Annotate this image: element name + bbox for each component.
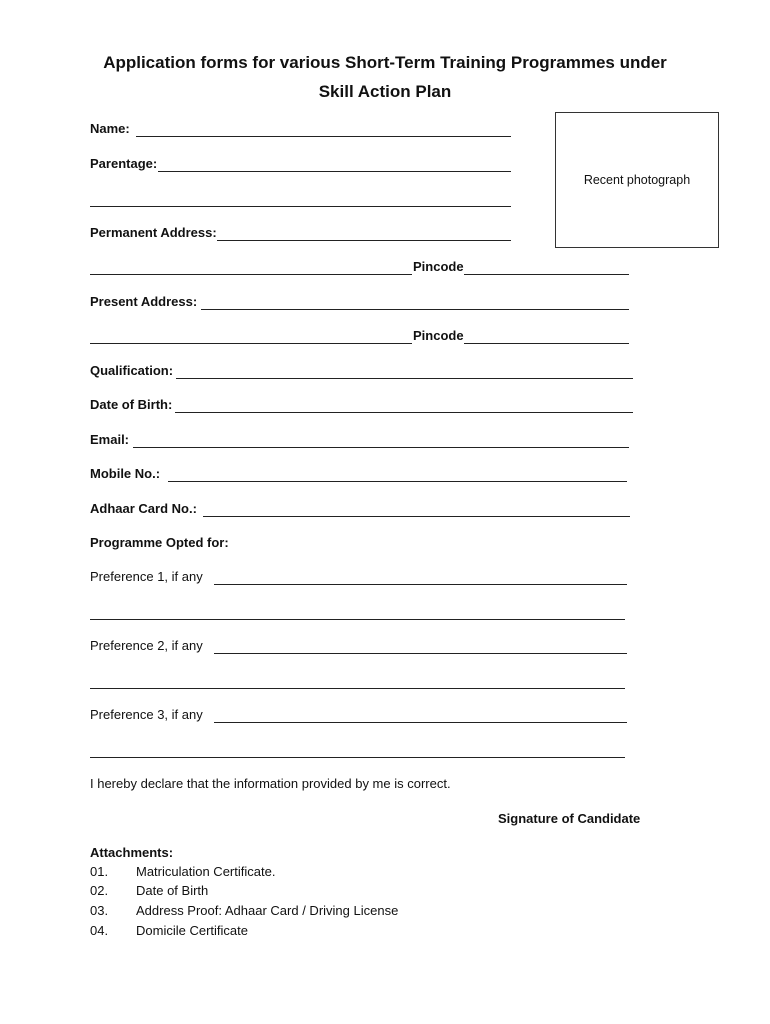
- attachment-text: Address Proof: Adhaar Card / Driving License: [136, 903, 399, 918]
- attachment-number: 01.: [90, 864, 109, 879]
- declaration-text: I hereby declare that the information provided by me is correct.: [90, 776, 451, 791]
- attachment-item: [90, 864, 275, 879]
- name-line[interactable]: [136, 136, 511, 137]
- present-pincode-line[interactable]: [464, 343, 629, 344]
- programme-label: Programme Opted for:: [90, 535, 229, 550]
- preference-3-label: Preference 3, if any: [90, 707, 203, 722]
- permanent-address-line[interactable]: [217, 240, 511, 241]
- attachment-number: 03.: [90, 903, 109, 918]
- attachment-item: [90, 883, 208, 898]
- preference-2-line[interactable]: [214, 653, 627, 654]
- present-pincode-label: Pincode: [413, 328, 464, 343]
- adhaar-line[interactable]: [203, 516, 630, 517]
- signature-label: Signature of Candidate: [498, 811, 641, 826]
- attachment-number: 04.: [90, 923, 109, 938]
- preference-2-label: Preference 2, if any: [90, 638, 203, 653]
- form-title: [60, 48, 710, 106]
- preference-3-line[interactable]: [214, 722, 627, 723]
- preference-1-label: Preference 1, if any: [90, 569, 203, 584]
- present-address-line-2[interactable]: [90, 343, 412, 344]
- attachment-text: Date of Birth: [136, 883, 209, 898]
- present-address-label: Present Address:: [90, 294, 198, 309]
- parentage-line[interactable]: [158, 171, 511, 172]
- attachment-item: [90, 923, 248, 938]
- permanent-pincode-line[interactable]: [464, 274, 629, 275]
- present-address-line[interactable]: [201, 309, 629, 310]
- title-line-2: Skill Action Plan: [318, 82, 452, 101]
- parentage-line-2[interactable]: [90, 206, 511, 207]
- email-line[interactable]: [133, 447, 629, 448]
- adhaar-label: Adhaar Card No.:: [90, 501, 197, 516]
- permanent-pincode-label: Pincode: [413, 259, 464, 274]
- qualification-label: Qualification:: [90, 363, 174, 378]
- preference-3-line-2[interactable]: [90, 757, 625, 758]
- preference-2-line-2[interactable]: [90, 688, 625, 689]
- permanent-address-line-2[interactable]: [90, 274, 412, 275]
- attachment-number: 02.: [90, 883, 109, 898]
- preference-1-line[interactable]: [214, 584, 627, 585]
- mobile-label: Mobile No.:: [90, 466, 161, 481]
- attachment-item: [90, 903, 398, 918]
- photo-label: Recent photograph: [583, 173, 691, 187]
- email-label: Email:: [90, 432, 130, 447]
- dob-label: Date of Birth:: [90, 397, 173, 412]
- attachments-heading: Attachments:: [90, 845, 174, 860]
- photo-box[interactable]: [555, 112, 719, 248]
- qualification-line[interactable]: [176, 378, 633, 379]
- attachment-text: Matriculation Certificate.: [136, 864, 276, 879]
- preference-1-line-2[interactable]: [90, 619, 625, 620]
- title-line-1: Application forms for various Short-Term Training Programmes under: [103, 53, 667, 72]
- parentage-label: Parentage:: [90, 156, 158, 171]
- mobile-line[interactable]: [168, 481, 627, 482]
- name-label: Name:: [90, 121, 130, 136]
- permanent-address-label: Permanent Address:: [90, 225, 217, 240]
- attachment-text: Domicile Certificate: [136, 923, 248, 938]
- dob-line[interactable]: [175, 412, 633, 413]
